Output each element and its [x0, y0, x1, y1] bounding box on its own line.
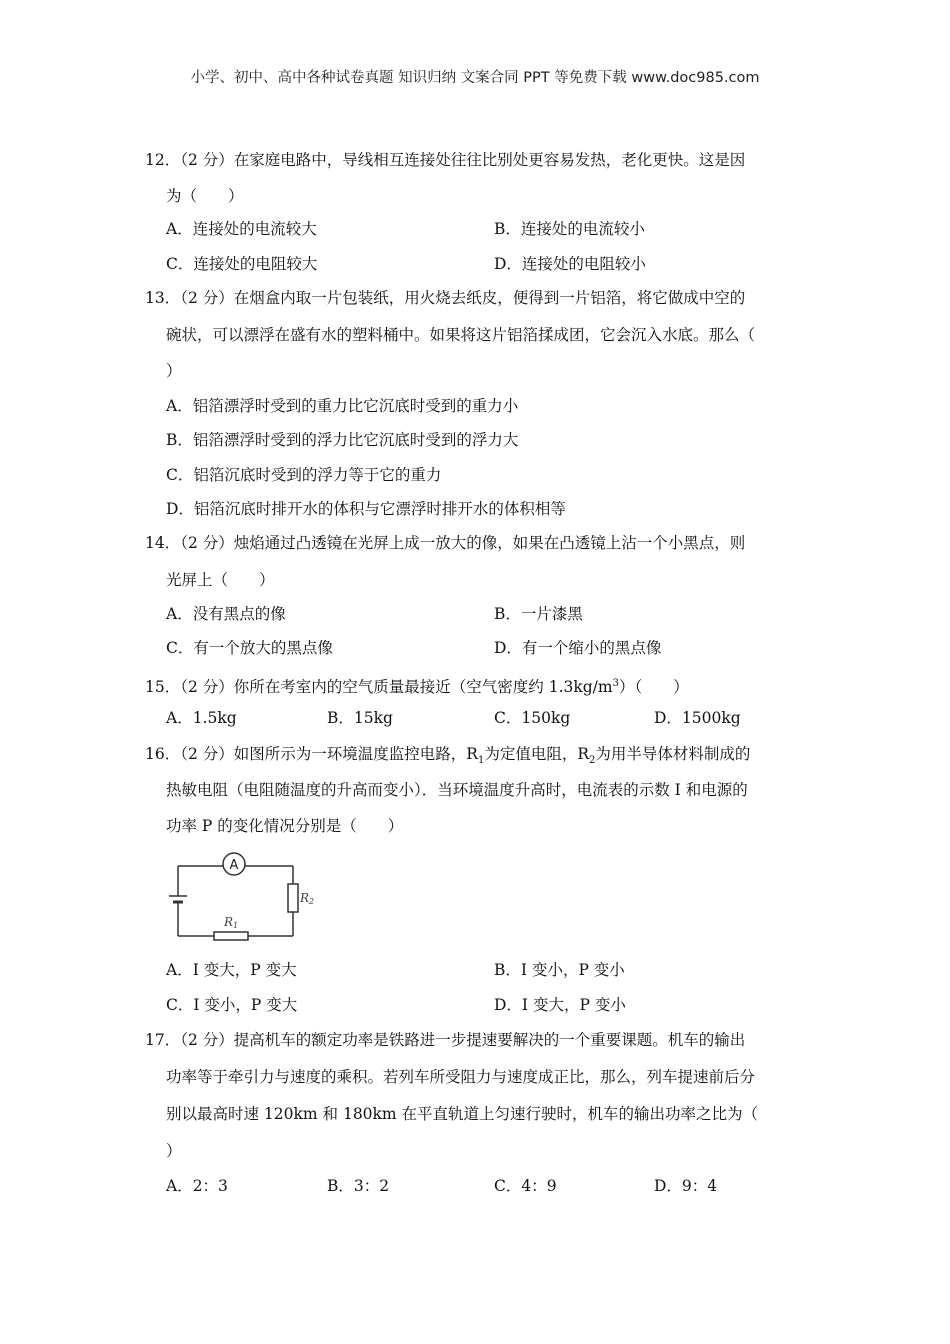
q13-stem-line3: ）: [166, 362, 182, 380]
q16-sub-2: 2: [589, 755, 596, 767]
q17-stem-line1: [145, 1030, 745, 1050]
q16-option-a[interactable]: A．I 变大，P 变大: [166, 961, 297, 979]
page-header: 小学、初中、高中各种试卷真题 知识归纳 文案合同 PPT 等免费下载 www.doc985.com: [190, 70, 760, 86]
q14-stem-line1: [145, 533, 745, 553]
q13-number: 13．: [145, 289, 181, 307]
q15-stem-a: （2 分）你所在考室内的空气质量最接近（空气密度约 1.3kg/m: [180, 678, 613, 697]
q15-stem-superscript: 3: [612, 678, 619, 689]
q17-stem: （2 分）提高机车的额定功率是铁路进一步提速要解决的一个重要课题。机车的输出: [180, 1031, 746, 1049]
q17-option-a[interactable]: A．2：3: [166, 1177, 228, 1195]
r1-resistor: [214, 932, 248, 940]
r2-resistor: [288, 884, 298, 912]
q12-stem: （2 分）在家庭电路中，导线相互连接处往往比别处更容易发热，老化更快。这是因: [180, 151, 746, 169]
q12-option-c[interactable]: C．连接处的电阻较大: [166, 255, 318, 273]
q12-stem-line1: [145, 150, 745, 170]
q16-stem-line3: 功率 P 的变化情况分别是（ ）: [166, 817, 404, 835]
q12-option-a[interactable]: A．连接处的电流较大: [166, 220, 317, 238]
r1-label: R1: [224, 915, 239, 930]
q15-stem-b: ）（ ）: [618, 678, 689, 697]
q17-stem-line2: 功率等于牵引力与速度的乘积。若列车所受阻力与速度成正比，那么，列车提速前后分: [166, 1068, 756, 1086]
q17-option-c[interactable]: C．4：9: [494, 1177, 557, 1195]
q15-option-c[interactable]: C．150kg: [494, 709, 571, 727]
q13-option-a[interactable]: A．铝箔漂浮时受到的重力比它沉底时受到的重力小: [166, 397, 519, 415]
q16-option-c[interactable]: C．I 变小，P 变大: [166, 996, 298, 1014]
q17-number: 17．: [145, 1031, 181, 1049]
q16-sub-1: 1: [477, 755, 485, 767]
q15-option-b[interactable]: B．15kg: [327, 709, 393, 727]
q17-option-d[interactable]: D．9：4: [654, 1177, 718, 1195]
q14-option-a[interactable]: A．没有黑点的像: [166, 605, 286, 623]
q15-option-a[interactable]: A．1.5kg: [166, 709, 237, 727]
q13-stem-line2: 碗状，可以漂浮在盛有水的塑料桶中。如果将这片铝箔揉成团，它会沉入水底。那么（: [166, 326, 756, 344]
q16-stem-line1: [145, 744, 750, 771]
q16-number: 16．: [145, 745, 181, 763]
q15-stem-line1: [145, 674, 689, 697]
ammeter-label: A: [229, 858, 239, 873]
q12-number: 12．: [145, 151, 181, 169]
q13-stem: （2 分）在烟盒内取一片包装纸，用火烧去纸皮，便得到一片铝箔，将它做成中空的: [180, 289, 746, 307]
q12-option-b[interactable]: B．连接处的电流较小: [494, 220, 645, 238]
q17-stem-line4: ）: [166, 1142, 182, 1160]
circuit-diagram: [166, 846, 316, 946]
q15-number: 15．: [145, 678, 181, 697]
q14-option-c[interactable]: C．有一个放大的黑点像: [166, 639, 333, 657]
q15-option-d[interactable]: D．1500kg: [654, 709, 741, 727]
q16-option-d[interactable]: D．I 变大，P 变小: [494, 996, 626, 1014]
q14-stem-line2: 光屏上（ ）: [166, 571, 275, 589]
q14-option-d[interactable]: D．有一个缩小的黑点像: [494, 639, 662, 657]
q17-stem-line3: 别以最高时速 120km 和 180km 在平直轨道上匀速行驶时，机车的输出功率之比为（: [166, 1105, 759, 1123]
q16-stem-a: （2 分）如图所示为一环境温度监控电路，R: [180, 745, 478, 763]
q14-number: 14．: [145, 534, 181, 552]
q17-option-b[interactable]: B．3：2: [327, 1177, 390, 1195]
q16-option-b[interactable]: B．I 变小，P 变小: [494, 961, 625, 979]
q14-option-b[interactable]: B．一片漆黑: [494, 605, 583, 623]
q13-option-c[interactable]: C．铝箔沉底时受到的浮力等于它的重力: [166, 466, 442, 484]
q16-stem-b: 为定值电阻，R: [484, 745, 589, 763]
r2-label: R2: [300, 891, 315, 906]
q12-option-d[interactable]: D．连接处的电阻较小: [494, 255, 646, 273]
q16-stem-line2: 热敏电阻（电阻随温度的升高而变小）．当环境温度升高时，电流表的示数 I 和电源的: [166, 781, 748, 799]
q13-stem-line1: [145, 288, 745, 308]
q12-stem-line2: 为（ ）: [166, 187, 244, 205]
q16-stem-c: 为用半导体材料制成的: [595, 745, 751, 763]
q13-option-b[interactable]: B．铝箔漂浮时受到的浮力比它沉底时受到的浮力大: [166, 431, 519, 449]
q14-stem: （2 分）烛焰通过凸透镜在光屏上成一放大的像，如果在凸透镜上沾一个小黑点，则: [180, 534, 746, 552]
q13-option-d[interactable]: D．铝箔沉底时排开水的体积与它漂浮时排开水的体积相等: [166, 500, 566, 518]
